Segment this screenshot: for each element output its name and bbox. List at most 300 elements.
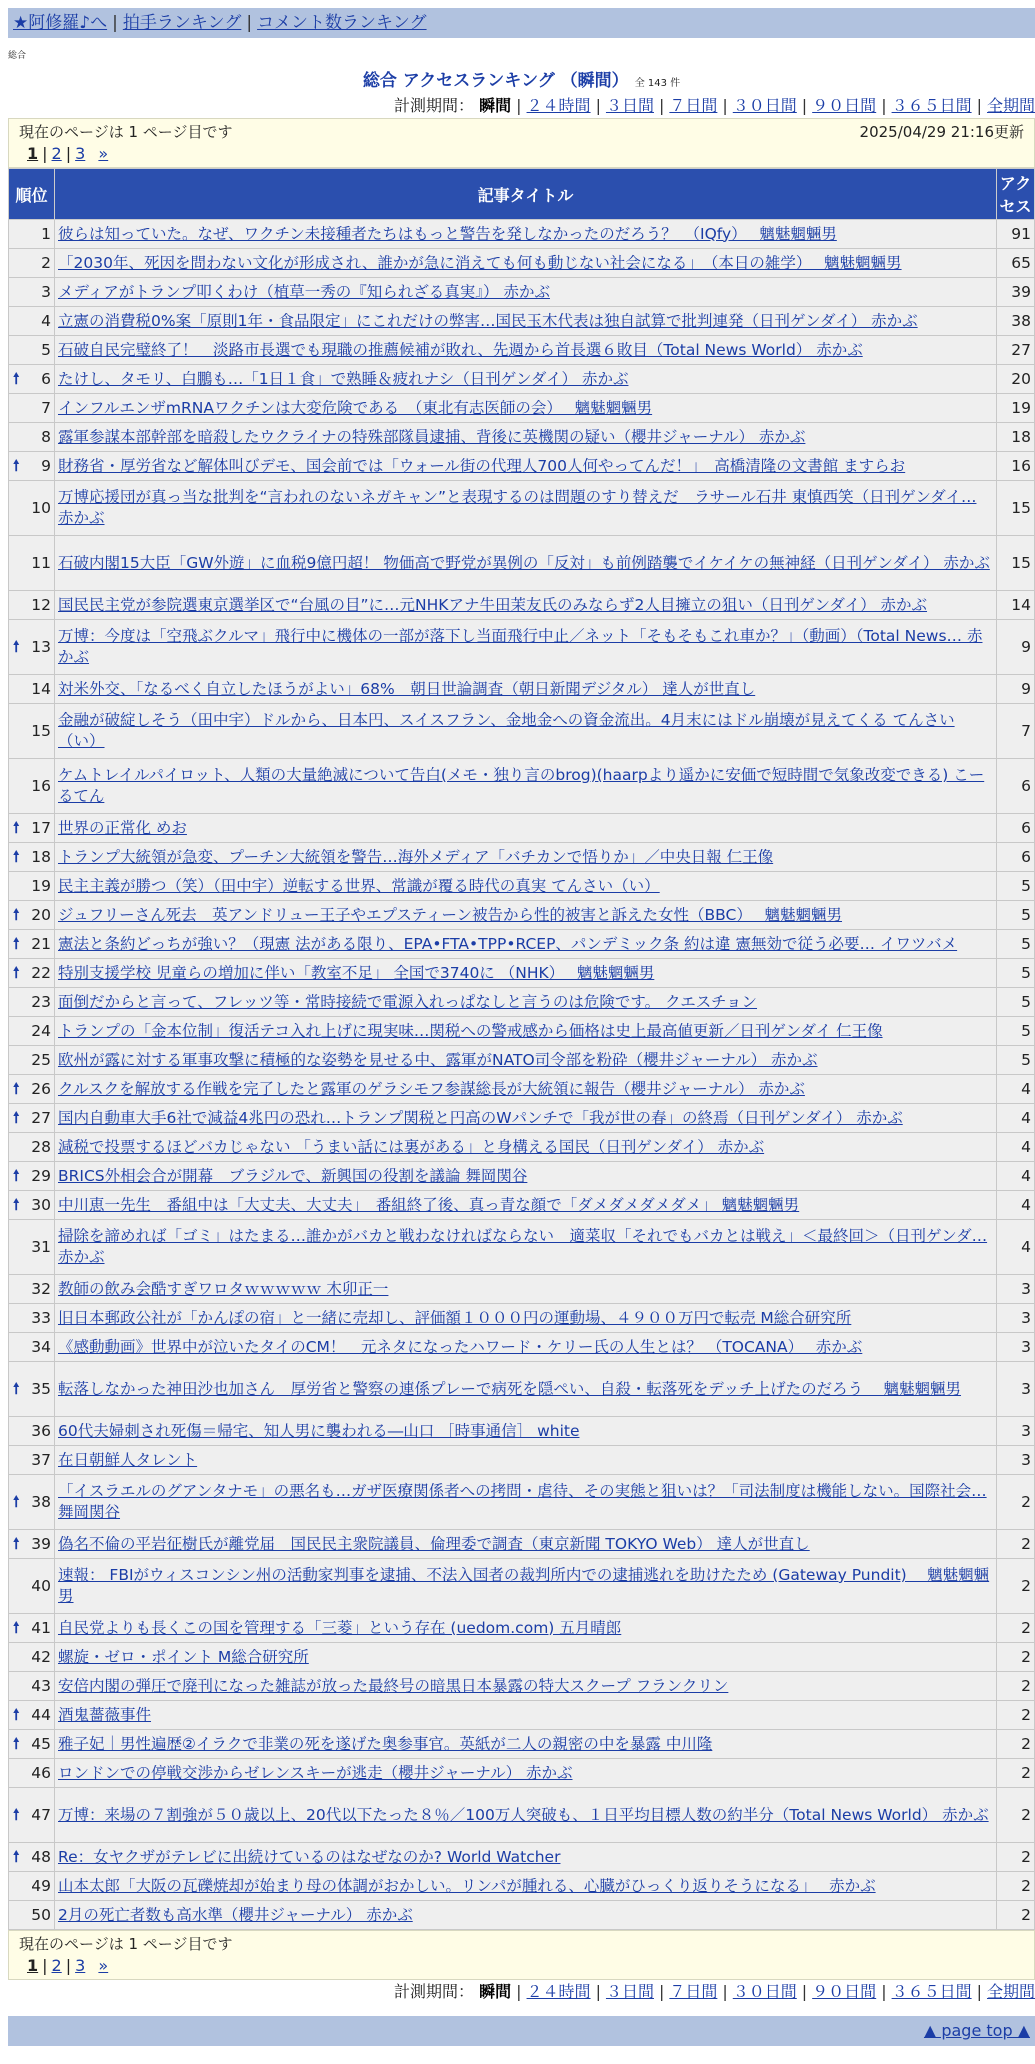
title-cell <box>55 1843 997 1872</box>
access-count: 20 <box>997 365 1035 394</box>
rank-number: 48 <box>31 1847 51 1866</box>
rank-cell <box>9 843 55 872</box>
rank-number: 35 <box>31 1379 51 1398</box>
table-row <box>9 336 1035 365</box>
article-link[interactable]: 万博応援団が真っ当な批判を“言われのないネガキャン”と表現するのは問題のすり替えだ ラサール石井 東慎西笑（日刊ゲンダイ… 赤かぶ <box>58 488 977 527</box>
rank-cell <box>9 278 55 307</box>
rank-cell <box>9 1446 55 1475</box>
table-row <box>9 1788 1035 1843</box>
rank-cell <box>9 1162 55 1191</box>
page-next[interactable]: » <box>98 1956 109 1975</box>
rank-number: 45 <box>31 1734 51 1753</box>
title-cell <box>55 1104 997 1133</box>
rank-cell <box>9 1275 55 1304</box>
access-count: 5 <box>997 959 1035 988</box>
access-count: 5 <box>997 930 1035 959</box>
table-row <box>9 675 1035 704</box>
article-link[interactable]: 石破自民完璧終了！ 淡路市長選でも現職の推薦候補が敗れ、先週から首長選６敗目（Total News World） 赤かぶ <box>58 340 863 359</box>
title-cell <box>55 1191 997 1220</box>
rank-number: 18 <box>31 847 51 866</box>
rank-cell <box>9 452 55 481</box>
rank-number: 20 <box>31 905 51 924</box>
rank-cell <box>9 1075 55 1104</box>
rank-number: 40 <box>31 1576 51 1595</box>
table-row <box>9 481 1035 536</box>
access-count: 6 <box>997 814 1035 843</box>
article-link[interactable]: 減税で投票するほどバカじゃない 「うまい話には裏がある」と身構える国民（日刊ゲンダイ） 赤かぶ <box>58 1137 765 1156</box>
title-cell <box>55 814 997 843</box>
access-count: 5 <box>997 872 1035 901</box>
table-row <box>9 423 1035 452</box>
rank-number: 16 <box>31 776 51 795</box>
table-row <box>9 1759 1035 1788</box>
rank-up-arrow-icon: 🠕 <box>13 1492 20 1511</box>
access-count: 6 <box>997 759 1035 814</box>
access-count: 2 <box>997 1643 1035 1672</box>
table-row <box>9 620 1035 675</box>
article-link[interactable]: 立憲の消費税0%案「原則1年・食品限定」にこれだけの弊害…国民玉木代表は独自試算で批判連発（日刊ゲンダイ） 赤かぶ <box>58 311 918 330</box>
article-link[interactable]: 対米外交、「なるべく自立したほうがよい」68% 朝日世論調査（朝日新聞デジタル） 達人が世直し <box>58 679 756 698</box>
page-link-3[interactable]: 3 <box>75 1956 86 1975</box>
access-count: 2 <box>997 1559 1035 1614</box>
access-count: 4 <box>997 1191 1035 1220</box>
title-cell <box>55 1133 997 1162</box>
article-link[interactable]: 万博：今度は「空飛ぶクルマ」飛行中に機体の一部が落下し当面飛行中止／ネット「そもそもこれ車か？」（動画）（Total News… 赤かぶ <box>58 627 983 666</box>
article-link[interactable]: 安倍内閣の弾圧で廃刊になった雑誌が放った最終号の暗黒日本暴露の特大スクープ フランクリン <box>58 1676 729 1695</box>
period-90d[interactable]: ９０日間 <box>812 1982 877 2001</box>
rank-number: 24 <box>31 1021 51 1040</box>
rank-cell <box>9 620 55 675</box>
table-row <box>9 365 1035 394</box>
rank-cell <box>9 704 55 759</box>
title-cell <box>55 365 997 394</box>
table-row <box>9 1901 1035 1930</box>
rank-cell <box>9 423 55 452</box>
rank-cell <box>9 536 55 591</box>
title-cell <box>55 1788 997 1843</box>
article-link[interactable]: 憲法と条約どっちが強い？（現憲 法がある限り、EPA•FTA•TPP•RCEP、パンデミック条 約は違 憲無効で従う必要… イワツバメ <box>58 934 958 953</box>
access-count: 3 <box>997 1333 1035 1362</box>
rank-up-arrow-icon: 🠕 <box>13 369 20 388</box>
article-link[interactable]: 露軍参謀本部幹部を暗殺したウクライナの特殊部隊員逮捕、背後に英機関の疑い（櫻井ジャーナル） 赤かぶ <box>58 427 806 446</box>
article-link[interactable]: 在日朝鮮人タレント <box>58 1450 198 1469</box>
article-link[interactable]: 中川恵一先生 番組中は「大丈夫、大丈夫」 番組終了後、真っ青な顔で「ダメダメダメダメ」 魑魅魍魎男 <box>58 1195 800 1214</box>
rank-cell <box>9 1046 55 1075</box>
period-90d[interactable]: ９０日間 <box>812 96 877 115</box>
rank-number: 15 <box>31 721 51 740</box>
article-link[interactable]: 螺旋・ゼロ・ポイント M総合研究所 <box>58 1647 309 1666</box>
table-row <box>9 930 1035 959</box>
access-count: 14 <box>997 591 1035 620</box>
access-count: 5 <box>997 1017 1035 1046</box>
rank-number: 43 <box>31 1676 51 1695</box>
access-count: 4 <box>997 1104 1035 1133</box>
rank-up-arrow-icon: 🠕 <box>13 905 20 924</box>
title-cell <box>55 591 997 620</box>
page-next[interactable]: » <box>98 144 109 163</box>
article-link[interactable]: 面倒だからと言って、フレッツ等・常時接続で電源入れっぱなしと言うのは危険です。 クエスチョン <box>58 992 758 1011</box>
table-row <box>9 1446 1035 1475</box>
rank-cell <box>9 1614 55 1643</box>
table-row <box>9 249 1035 278</box>
rank-cell <box>9 872 55 901</box>
access-count: 5 <box>997 988 1035 1017</box>
title-cell <box>55 1446 997 1475</box>
period-24h[interactable]: ２４時間 <box>526 1982 591 2001</box>
ranking-table <box>8 168 1035 1930</box>
header-rank: 順位 <box>9 169 55 220</box>
table-row <box>9 988 1035 1017</box>
period-30d[interactable]: ３０日間 <box>732 96 797 115</box>
rank-cell <box>9 901 55 930</box>
article-link[interactable]: 旧日本郵政公社が「かんぽの宿」と一緒に売却し、評価額１０００円の運動場、４９００万円で転売 M総合研究所 <box>58 1308 852 1327</box>
rank-up-arrow-icon: 🠕 <box>13 1847 20 1866</box>
title-cell <box>55 1643 997 1672</box>
access-count: 4 <box>997 1220 1035 1275</box>
period-365d[interactable]: ３６５日間 <box>891 1982 972 2001</box>
nav-clap-ranking[interactable]: 拍手ランキング <box>122 13 242 33</box>
article-link[interactable]: トランプの「金本位制」復活テコ入れ上げに現実味…関税への警戒感から価格は史上最高値更新／日刊ゲンダイ 仁王像 <box>58 1021 883 1040</box>
rank-up-arrow-icon: 🠕 <box>13 1108 20 1127</box>
access-count: 6 <box>997 843 1035 872</box>
page-status: 現在のページは 1 ページ目です <box>19 1935 233 1953</box>
rank-cell <box>9 1730 55 1759</box>
article-link[interactable]: 「2030年、死因を問わない文化が形成され、誰かが急に消えても何も動じない社会になる」 （本日の雑学） 魑魅魍魎男 <box>58 253 902 272</box>
access-count: 4 <box>997 1075 1035 1104</box>
article-link[interactable]: 山本太郎「大阪の瓦礫焼却が始まり母の体調がおかしい。リンパが腫れる、心臓がひっくり返りそうになる」 赤かぶ <box>58 1876 876 1895</box>
article-link[interactable]: 彼らは知っていた。なぜ、ワクチン未接種者たちはもっと警告を発しなかったのだろう？ （IQfy） 魑魅魍魎男 <box>58 224 837 243</box>
access-count: 15 <box>997 536 1035 591</box>
access-count: 2 <box>997 1614 1035 1643</box>
section-label: 総合 <box>8 51 27 61</box>
article-link[interactable]: 60代夫婦刺され死傷＝帰宅、知人男に襲われる―山口 ［時事通信］ white <box>58 1421 580 1440</box>
rank-up-arrow-icon: 🠕 <box>13 1734 20 1753</box>
rank-cell <box>9 1759 55 1788</box>
period-label: 計測期間： <box>394 1982 475 2001</box>
access-count: 91 <box>997 220 1035 249</box>
rank-up-arrow-icon: 🠕 <box>13 847 20 866</box>
access-count: 4 <box>997 1133 1035 1162</box>
rank-up-arrow-icon: 🠕 <box>13 963 20 982</box>
table-row <box>9 1162 1035 1191</box>
rank-number: 47 <box>31 1805 51 1824</box>
access-count: 9 <box>997 620 1035 675</box>
article-link[interactable]: 特別支援学校 児童らの増加に伴い「教室不足」 全国で3740に （NHK） 魑魅魍魎男 <box>58 963 655 982</box>
rank-number: 30 <box>31 1195 51 1214</box>
period-365d[interactable]: ３６５日間 <box>891 96 972 115</box>
title-cell <box>55 1872 997 1901</box>
table-row <box>9 1530 1035 1559</box>
title-cell <box>55 278 997 307</box>
rank-cell <box>9 1220 55 1275</box>
header-title: 記事タイトル <box>55 169 997 220</box>
page-current: 1 <box>27 1956 39 1975</box>
nav-asyura-home[interactable]: ★阿修羅♪へ <box>13 13 108 33</box>
access-count: 2 <box>997 1788 1035 1843</box>
period-7d[interactable]: ７日間 <box>669 96 718 115</box>
rank-number: 39 <box>31 1534 51 1553</box>
rank-cell <box>9 1901 55 1930</box>
period-selector-top: 計測期間： 瞬間 | ２４時間 | ３日間 | ７日間 | ３０日間 | ９０日間 | ３６５日間 | 全期間 <box>394 96 1035 115</box>
rank-number: 31 <box>31 1237 51 1256</box>
rank-cell <box>9 930 55 959</box>
rank-number: 5 <box>41 340 51 359</box>
bottom-bar <box>8 2016 1035 2046</box>
rank-cell <box>9 1191 55 1220</box>
table-row <box>9 1872 1035 1901</box>
period-3d[interactable]: ３日間 <box>605 1982 654 2001</box>
access-count: 2 <box>997 1475 1035 1530</box>
article-link[interactable]: 石破内閣15大臣「GW外遊」に血税9億円超！ 物価高で野党が異例の「反対」も前例踏襲でイケイケの無神経（日刊ゲンダイ） 赤かぶ <box>58 553 990 572</box>
rank-cell <box>9 1701 55 1730</box>
title-cell <box>55 1672 997 1701</box>
article-link[interactable]: 《感動動画》世界中が泣いたタイのCM！ 元ネタになったハワード・ケリー氏の人生とは？ （TOCANA） 赤かぶ <box>58 1337 863 1356</box>
rank-number: 36 <box>31 1421 51 1440</box>
article-link[interactable]: 自民党よりも長くこの国を管理する「三菱」という存在 (uedom.com) 五月晴郎 <box>58 1618 622 1637</box>
article-link[interactable]: 2月の死亡者数も高水準（櫻井ジャーナル） 赤かぶ <box>58 1905 413 1924</box>
table-row <box>9 872 1035 901</box>
rank-cell <box>9 675 55 704</box>
table-row <box>9 452 1035 481</box>
title-cell <box>55 1614 997 1643</box>
rank-up-arrow-icon: 🠕 <box>13 1379 20 1398</box>
rank-number: 1 <box>41 224 51 243</box>
period-label: 計測期間： <box>394 96 475 115</box>
rank-up-arrow-icon: 🠕 <box>13 1534 20 1553</box>
table-row <box>9 1701 1035 1730</box>
rank-number: 21 <box>31 934 51 953</box>
title-cell <box>55 843 997 872</box>
rank-cell <box>9 591 55 620</box>
access-count: 38 <box>997 307 1035 336</box>
rank-number: 17 <box>31 818 51 837</box>
access-count: 2 <box>997 1872 1035 1901</box>
page-top-link[interactable]: ▲ page top ▲ <box>923 2021 1030 2040</box>
rank-number: 9 <box>41 456 51 475</box>
title-cell <box>55 1417 997 1446</box>
table-row <box>9 901 1035 930</box>
rank-cell <box>9 1133 55 1162</box>
article-link[interactable]: 欧州が露に対する軍事攻撃に積極的な姿勢を見せる中、露軍がNATO司令部を粉砕（櫻井ジャーナル） 赤かぶ <box>58 1050 818 1069</box>
rank-number: 7 <box>41 398 51 417</box>
rank-cell <box>9 759 55 814</box>
rank-number: 14 <box>31 679 51 698</box>
rank-cell <box>9 1362 55 1417</box>
title-cell <box>55 423 997 452</box>
pager-top: 現在のページは 1 ページ目です 2025/04/29 21:16更新 1 | 2 | 3 » <box>8 118 1035 168</box>
article-link[interactable]: トランプ大統領が急変、プーチン大統領を警告…海外メディア「バチカンで悟りか」／中央日報 仁王像 <box>58 847 774 866</box>
rank-number: 44 <box>31 1705 51 1724</box>
rank-number: 37 <box>31 1450 51 1469</box>
table-row <box>9 1362 1035 1417</box>
table-row <box>9 591 1035 620</box>
title-cell <box>55 1759 997 1788</box>
table-row <box>9 704 1035 759</box>
table-row <box>9 536 1035 591</box>
article-link[interactable]: メディアがトランプ叩くわけ（植草一秀の『知られざる真実』） 赤かぶ <box>58 282 550 301</box>
table-row <box>9 1614 1035 1643</box>
article-link[interactable]: 掃除を諦めれば「ゴミ」はたまる…誰かがバカと戦わなければならない 適菜収「それでもバカとは戦え」＜最終回＞（日刊ゲンダ… 赤かぶ <box>58 1227 988 1266</box>
title-cell <box>55 1901 997 1930</box>
updated-time: 2025/04/29 21:16更新 <box>859 123 1024 141</box>
rank-up-arrow-icon: 🠕 <box>13 637 20 656</box>
ranking-heading <box>8 68 1035 94</box>
article-link[interactable]: ジュフリーさん死去 英アンドリュー王子やエプスティーン被告から性的被害と訴えた女性（BBC） 魑魅魍魎男 <box>58 905 843 924</box>
table-row <box>9 394 1035 423</box>
period-selector-bottom: 計測期間： 瞬間 | ２４時間 | ３日間 | ７日間 | ３０日間 | ９０日間 | ３６５日間 | 全期間 <box>394 1982 1035 2001</box>
article-link[interactable]: 財務省・厚労省など解体叫びデモ、国会前では「ウォール街の代理人700人何やってんだ！」 高橋清隆の文書館 ますらお <box>58 456 906 475</box>
article-link[interactable]: クルスクを解放する作戦を完了したと露軍のゲラシモフ参謀総長が大統領に報告（櫻井ジャーナル） 赤かぶ <box>58 1079 805 1098</box>
access-count: 3 <box>997 1417 1035 1446</box>
access-count: 4 <box>997 1162 1035 1191</box>
header-access: アクセス <box>997 169 1035 220</box>
article-link[interactable]: 偽名不倫の平岩征樹氏が離党届 国民民主衆院議員、倫理委で調査（東京新聞 TOKYO Web） 達人が世直し <box>58 1534 810 1553</box>
rank-cell <box>9 336 55 365</box>
article-link[interactable]: 「イスラエルのグアンタナモ」の悪名も…ガザ医療関係者への拷問・虐待、その実態と狙いは？「司法制度は機能しない。国際社会… 舞岡関谷 <box>58 1482 987 1521</box>
access-count: 27 <box>997 336 1035 365</box>
rank-number: 22 <box>31 963 51 982</box>
page-link-3[interactable]: 3 <box>75 144 86 163</box>
article-link[interactable]: ケムトレイルパイロット、人類の大量絶滅について告白(メモ・独り言のbrog)(haarpより遥かに安価で短時間で気象改変できる) こーるてん <box>58 766 985 805</box>
rank-number: 42 <box>31 1647 51 1666</box>
table-row <box>9 959 1035 988</box>
title-cell <box>55 759 997 814</box>
title-cell <box>55 675 997 704</box>
rank-cell <box>9 1304 55 1333</box>
title-cell <box>55 1333 997 1362</box>
title-cell <box>55 988 997 1017</box>
rank-cell <box>9 1417 55 1446</box>
article-link[interactable]: 国民民主党が参院選東京選挙区で“台風の目”に…元NHKアナ牛田茉友氏のみならず2人目擁立の狙い（日刊ゲンダイ） 赤かぶ <box>58 595 928 614</box>
article-link[interactable]: インフルエンザmRNAワクチンは大変危険である （東北有志医師の会） 魑魅魍魎男 <box>58 398 653 417</box>
access-count: 39 <box>997 278 1035 307</box>
article-link[interactable]: 万博：来場の７割強が５０歳以上、20代以下たった８％／100万人突破も、１日平均目標人数の約半分（Total News World） 赤かぶ <box>58 1805 989 1824</box>
article-link[interactable]: 教師の飲み会酷すぎワロタｗｗｗｗｗ 木卯正一 <box>58 1279 389 1298</box>
rank-number: 28 <box>31 1137 51 1156</box>
rank-number: 11 <box>31 553 51 572</box>
page-link-2[interactable]: 2 <box>51 1956 62 1975</box>
table-row <box>9 1220 1035 1275</box>
rank-number: 32 <box>31 1279 51 1298</box>
access-count: 3 <box>997 1275 1035 1304</box>
table-row <box>9 220 1035 249</box>
rank-up-arrow-icon: 🠕 <box>13 1195 20 1214</box>
access-count: 5 <box>997 901 1035 930</box>
title-cell <box>55 620 997 675</box>
article-link[interactable]: 酒鬼薔薇事件 <box>58 1705 152 1724</box>
rank-number: 2 <box>41 253 51 272</box>
access-count: 2 <box>997 1901 1035 1930</box>
access-count: 2 <box>997 1530 1035 1559</box>
table-row <box>9 1046 1035 1075</box>
table-row <box>9 1559 1035 1614</box>
rank-cell <box>9 959 55 988</box>
access-count: 9 <box>997 675 1035 704</box>
table-row <box>9 814 1035 843</box>
rank-number: 33 <box>31 1308 51 1327</box>
rank-up-arrow-icon: 🠕 <box>13 818 20 837</box>
article-link[interactable]: 雅子妃｜男性遍歴②イラクで非業の死を遂げた奥参事官。英紙が二人の親密の中を暴露 中川隆 <box>58 1734 713 1753</box>
period-all[interactable]: 全期間 <box>986 1982 1035 2001</box>
rank-number: 50 <box>31 1905 51 1924</box>
title-cell <box>55 1530 997 1559</box>
title-cell <box>55 1220 997 1275</box>
nav-sep: | <box>112 13 118 33</box>
title-cell <box>55 452 997 481</box>
title-cell <box>55 1275 997 1304</box>
rank-cell <box>9 1788 55 1843</box>
article-link[interactable]: Re：女ヤクザがテレビに出続けているのはなぜなのか? World Watcher <box>58 1847 561 1866</box>
access-count: 15 <box>997 481 1035 536</box>
period-24h[interactable]: ２４時間 <box>526 96 591 115</box>
access-count: 19 <box>997 394 1035 423</box>
rank-number: 12 <box>31 595 51 614</box>
access-count: 3 <box>997 1362 1035 1417</box>
period-7d[interactable]: ７日間 <box>669 1982 718 2001</box>
period-3d[interactable]: ３日間 <box>605 96 654 115</box>
title-cell <box>55 1701 997 1730</box>
top-nav <box>8 8 1035 38</box>
page-link-2[interactable]: 2 <box>51 144 62 163</box>
title-cell <box>55 536 997 591</box>
rank-number: 4 <box>41 311 51 330</box>
nav-sep: | <box>246 13 253 33</box>
rank-cell <box>9 1017 55 1046</box>
title-cell <box>55 1362 997 1417</box>
rank-up-arrow-icon: 🠕 <box>13 934 20 953</box>
table-row <box>9 1191 1035 1220</box>
article-link[interactable]: 世界の正常化 めお <box>58 818 187 837</box>
rank-number: 6 <box>41 369 51 388</box>
title-cell <box>55 901 997 930</box>
article-link[interactable]: たけし、タモリ、白鵬も…「1日１食」で熟睡＆疲れナシ（日刊ゲンダイ） 赤かぶ <box>58 369 629 388</box>
article-link[interactable]: 速報： FBIがウィスコンシン州の活動家判事を逮捕、不法入国者の裁判所内での逮捕逃れを助けたため (Gateway Pundit) 魑魅魍魎男 <box>58 1566 990 1605</box>
rank-number: 41 <box>31 1618 51 1637</box>
title-cell <box>55 1017 997 1046</box>
table-row <box>9 759 1035 814</box>
title-cell <box>55 307 997 336</box>
nav-comment-ranking[interactable]: コメント数ランキング <box>257 13 427 33</box>
article-link[interactable]: BRICS外相会合が開幕 ブラジルで、新興国の役割を議論 舞岡関谷 <box>58 1166 528 1185</box>
table-row <box>9 1475 1035 1530</box>
article-link[interactable]: 国内自動車大手6社で減益4兆円の恐れ…トランプ関税と円高のWパンチで「我が世の春」の終焉（日刊ゲンダイ） 赤かぶ <box>58 1108 903 1127</box>
rank-number: 3 <box>41 282 51 301</box>
rank-cell <box>9 814 55 843</box>
article-link[interactable]: 金融が破綻しそう（田中宇）ドルから、日本円、スイスフラン、金地金への資金流出。4月末にはドル崩壊が見えてくる てんさい（い） <box>58 711 955 750</box>
rank-up-arrow-icon: 🠕 <box>13 1618 20 1637</box>
period-30d[interactable]: ３０日間 <box>732 1982 797 2001</box>
rank-up-arrow-icon: 🠕 <box>13 1166 20 1185</box>
page-status: 現在のページは 1 ページ目です <box>19 123 233 141</box>
title-cell <box>55 394 997 423</box>
rank-cell <box>9 988 55 1017</box>
table-row <box>9 1075 1035 1104</box>
table-row <box>9 1104 1035 1133</box>
article-link[interactable]: 民主主義が勝つ（笑）（田中宇）逆転する世界、常識が覆る時代の真実 てんさい（い） <box>58 876 660 895</box>
access-count: 2 <box>997 1843 1035 1872</box>
access-count: 7 <box>997 704 1035 759</box>
title-cell <box>55 1559 997 1614</box>
rank-number: 46 <box>31 1763 51 1782</box>
access-count: 2 <box>997 1672 1035 1701</box>
title-cell <box>55 1162 997 1191</box>
period-all[interactable]: 全期間 <box>986 96 1035 115</box>
rank-cell <box>9 1672 55 1701</box>
article-link[interactable]: 転落しなかった神田沙也加さん 厚労省と警察の連係プレーで病死を隠ぺい、自殺・転落死をデッチ上げたのだろう 魑魅魍魎男 <box>58 1379 962 1398</box>
access-count: 16 <box>997 452 1035 481</box>
page-current: 1 <box>27 144 39 163</box>
article-link[interactable]: ロンドンでの停戦交渉からゼレンスキーが逃走（櫻井ジャーナル） 赤かぶ <box>58 1763 573 1782</box>
